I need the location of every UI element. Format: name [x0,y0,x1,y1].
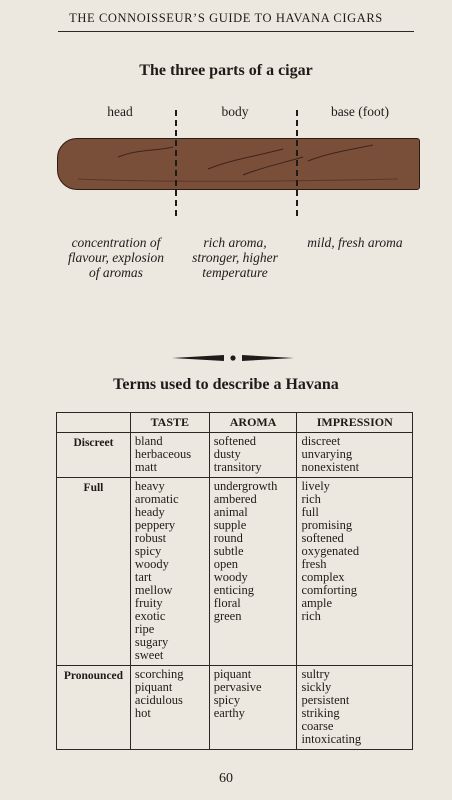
cigar-texture [58,139,419,189]
term-aroma: piquant [213,667,252,681]
part-label-base: base (foot) [330,104,390,119]
term-impression: oxygenated [301,544,360,558]
term-impression: comforting [301,583,357,597]
term-aroma: softened [213,434,257,448]
term-taste: spicy [134,544,162,558]
term-taste: exotic [134,609,166,623]
term-impression: fresh [301,557,327,571]
term-taste: hot [134,706,151,720]
term-aroma: supple [213,518,247,532]
term-taste: heady [134,505,165,519]
term-impression: coarse [301,719,334,733]
term-impression: unvarying [301,447,353,461]
term-impression: softened [301,531,344,545]
table-header-row [57,413,413,433]
cell-aroma [209,433,297,478]
term-impression: persistent [301,693,350,707]
cell-aroma [209,478,297,666]
term-impression: sultry [301,667,330,681]
part-label-body: body [221,104,249,119]
table-row [57,666,413,750]
term-impression: striking [301,706,340,720]
head-description: concentration of flavour, explosion of aromas [68,235,164,280]
term-taste: tart [134,570,152,584]
term-taste: aromatic [134,492,179,506]
column-header-impression: IMPRESSION [297,413,413,433]
term-taste: sugary [134,635,169,649]
term-taste: bland [134,434,163,448]
term-aroma: spicy [213,693,241,707]
cell-taste [130,478,209,666]
term-impression: lively [301,479,330,493]
corner-cell [57,413,131,433]
row-label: Pronounced [57,666,131,750]
term-aroma: open [213,557,238,571]
term-impression: sickly [301,680,332,694]
term-taste: acidulous [134,693,183,707]
term-aroma: transitory [213,460,262,474]
term-impression: nonexistent [301,460,360,474]
term-taste: robust [134,531,167,545]
term-aroma: green [213,609,242,623]
term-impression: complex [301,570,345,584]
term-taste: mellow [134,583,173,597]
term-impression: promising [301,518,353,532]
term-taste: peppery [134,518,176,532]
term-aroma: subtle [213,544,244,558]
term-impression: intoxicating [301,732,362,746]
body-base-divider [296,110,298,216]
term-impression: rich [301,609,321,623]
cell-impression [297,433,413,478]
terms-section-title: Terms used to describe a Havana [113,376,339,393]
term-taste: piquant [134,680,173,694]
term-aroma: floral [213,596,241,610]
row-label: Discreet [57,433,131,478]
term-aroma: round [213,531,243,545]
cell-taste [130,666,209,750]
cell-taste [130,433,209,478]
term-aroma: dusty [213,447,241,461]
column-header-aroma: AROMA [209,413,297,433]
running-head: THE CONNOISSEUR’S GUIDE TO HAVANA CIGARS [69,11,383,25]
term-taste: fruity [134,596,163,610]
page-number: 60 [219,771,233,786]
term-aroma: ambered [213,492,257,506]
term-impression: discreet [301,434,341,448]
cell-impression [297,666,413,750]
term-taste: sweet [134,648,164,662]
section-divider-ornament [172,351,294,365]
header-rule [58,31,414,32]
column-header-taste: TASTE [130,413,209,433]
part-label-head: head [107,104,133,119]
term-taste: matt [134,460,158,474]
term-impression: rich [301,492,321,506]
cigar-illustration [57,138,420,190]
table-row [57,433,413,478]
term-taste: woody [134,557,169,571]
term-aroma: earthy [213,706,245,720]
body-description: rich aroma, stronger, higher temperature [192,235,278,280]
term-taste: herbaceous [134,447,192,461]
term-aroma: pervasive [213,680,262,694]
term-aroma: undergrowth [213,479,278,493]
cell-impression [297,478,413,666]
row-label: Full [57,478,131,666]
head-body-divider [175,110,177,216]
term-impression: ample [301,596,332,610]
term-impression: full [301,505,319,519]
cigar-section-title: The three parts of a cigar [139,62,313,79]
cell-aroma [209,666,297,750]
terms-table [56,412,413,750]
term-aroma: animal [213,505,248,519]
term-taste: heavy [134,479,165,493]
term-taste: scorching [134,667,184,681]
base-description: mild, fresh aroma [307,235,403,250]
term-aroma: enticing [213,583,254,597]
table-row [57,478,413,666]
term-taste: ripe [134,622,155,636]
term-aroma: woody [213,570,248,584]
